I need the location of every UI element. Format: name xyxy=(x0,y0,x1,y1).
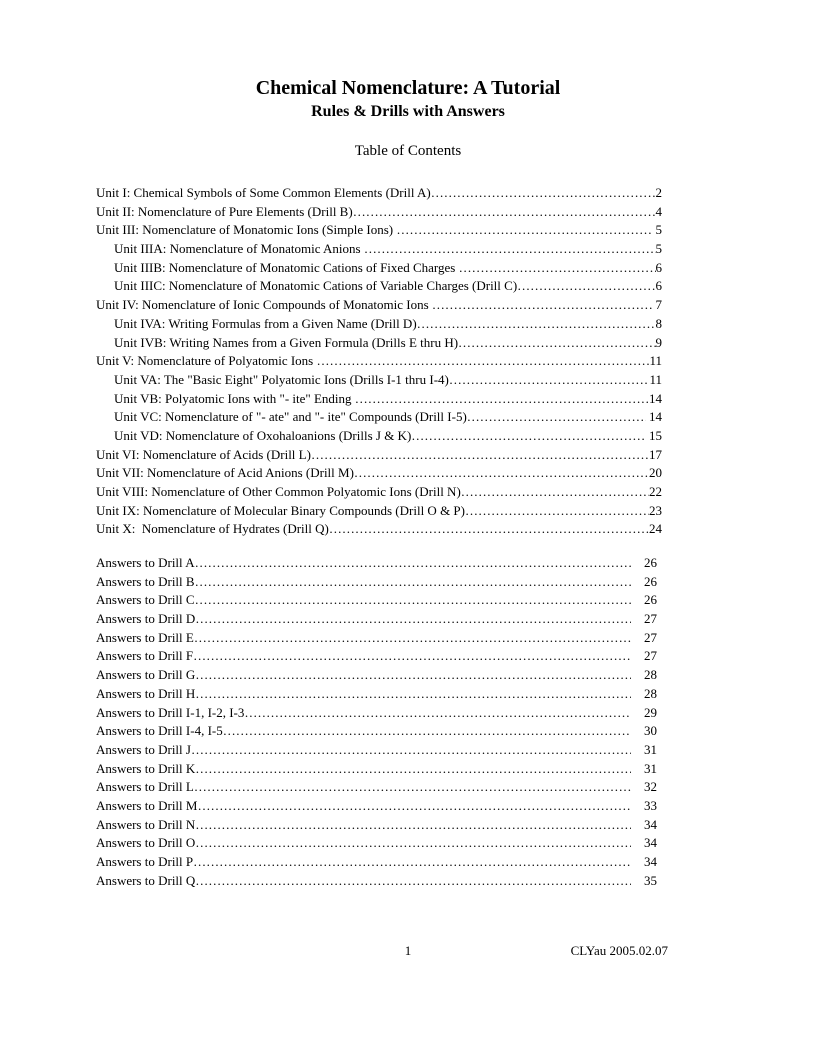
dot-leader xyxy=(195,573,631,592)
entry-page-number: 8 xyxy=(655,315,662,331)
dot-leader xyxy=(193,647,631,666)
entry-label: Answers to Drill F xyxy=(96,648,194,664)
entry-label: Answers to Drill N xyxy=(96,816,196,832)
entry-page-number: 15 xyxy=(645,427,662,443)
dot-leader xyxy=(197,797,631,816)
entry-label: Unit IIIB: Nomenclature of Monatomic Cations of Fixed Charges xyxy=(114,259,459,275)
entry-label: Answers to Drill D xyxy=(96,611,196,627)
entry-page-number: 28 xyxy=(644,667,657,683)
toc-entry xyxy=(96,502,662,521)
entry-page-number: 14 xyxy=(649,390,662,406)
toc-entry xyxy=(96,427,662,446)
dot-leader xyxy=(195,685,631,704)
entry-page-number: 34 xyxy=(644,854,657,869)
entry-page-number: 6 xyxy=(655,259,662,275)
dot-leader xyxy=(223,722,631,741)
answers-entry xyxy=(96,760,662,779)
entry-label: Unit IIIC: Nomenclature of Monatomic Cations of Variable Charges (Drill C) xyxy=(114,278,518,294)
answers-entry xyxy=(96,778,662,797)
dot-leader xyxy=(396,221,652,240)
entry-label: Unit VIII: Nomenclature of Other Common Polyatomic Ions (Drill N) xyxy=(96,484,461,499)
answers-entry xyxy=(96,816,662,835)
document-title: Chemical Nomenclature: A Tutorial xyxy=(255,77,561,99)
entry-page-number: 32 xyxy=(644,779,657,795)
toc-entry xyxy=(96,221,662,240)
entry-page-number: 26 xyxy=(644,555,657,570)
entry-page-number: 24 xyxy=(649,521,662,537)
answers-entry xyxy=(96,629,662,648)
entry-label: Unit VB: Polyatomic Ions with "- ite" Ending xyxy=(114,390,355,406)
dot-leader xyxy=(194,778,631,797)
dot-leader xyxy=(353,203,656,222)
entry-label: Unit VI: Nomenclature of Acids (Drill L) xyxy=(96,446,311,462)
entry-page-number: 26 xyxy=(644,592,657,608)
dot-leader xyxy=(195,816,631,835)
toc-entry xyxy=(96,259,662,278)
dot-leader xyxy=(195,760,631,779)
entry-label: Answers to Drill K xyxy=(96,760,196,776)
toc-entry xyxy=(96,352,662,371)
entry-label: Answers to Drill G xyxy=(96,667,196,683)
answers-entry xyxy=(96,685,662,704)
toc-entry xyxy=(96,446,662,465)
entry-label: Answers to Drill O xyxy=(96,835,196,851)
entry-page-number: 33 xyxy=(644,797,657,813)
dot-leader xyxy=(195,610,631,629)
toc-entry xyxy=(96,240,662,259)
answers-entry xyxy=(96,610,662,629)
document-subtitle: Rules & Drills with Answers xyxy=(311,103,505,120)
entry-label: Answers to Drill L xyxy=(96,779,194,795)
entry-label: Unit VC: Nomenclature of "- ate" and "- ite" Compounds (Drill I-5) xyxy=(114,409,467,425)
dot-leader xyxy=(364,240,656,259)
dot-leader xyxy=(449,371,650,390)
entry-page-number: 5 xyxy=(652,222,662,238)
entry-page-number: 27 xyxy=(644,611,657,627)
entry-label: Unit II: Nomenclature of Pure Elements (Drill B) xyxy=(96,203,353,219)
dot-leader xyxy=(355,390,649,409)
dot-leader xyxy=(195,666,631,685)
footer-page-number: 1 xyxy=(404,943,412,958)
entry-label: Answers to Drill J xyxy=(96,741,191,757)
entry-page-number: 20 xyxy=(649,465,662,481)
answers-entry xyxy=(96,591,662,610)
footer-credit: CLYau 2005.02.07 xyxy=(570,943,668,958)
dot-leader xyxy=(316,352,649,371)
dot-leader xyxy=(195,872,631,891)
dot-leader xyxy=(465,502,649,521)
answers-entry xyxy=(96,797,662,816)
entry-page-number: 5 xyxy=(655,241,662,257)
dot-leader xyxy=(193,853,631,872)
toc-entry xyxy=(96,408,662,427)
entry-page-number: 4 xyxy=(655,203,662,219)
toc-entry xyxy=(96,296,662,315)
entry-page-number: 6 xyxy=(655,278,662,294)
entry-page-number: 35 xyxy=(644,872,657,888)
dot-leader xyxy=(467,408,646,427)
answers-entry xyxy=(96,853,662,872)
answers-entry xyxy=(96,722,662,741)
entry-page-number: 14 xyxy=(645,409,662,425)
dot-leader xyxy=(195,834,631,853)
dot-leader xyxy=(461,483,649,502)
entry-page-number: 29 xyxy=(644,704,657,720)
dot-leader xyxy=(194,629,631,648)
answers-entry xyxy=(96,554,662,573)
entry-label: Answers to Drill A xyxy=(96,555,195,570)
dot-leader xyxy=(417,315,656,334)
dot-leader xyxy=(459,259,656,278)
dot-leader xyxy=(458,334,655,353)
answers-entry xyxy=(96,647,662,666)
dot-leader xyxy=(311,446,649,465)
entry-page-number: 17 xyxy=(649,446,662,462)
entry-page-number: 2 xyxy=(655,185,662,200)
answers-entry xyxy=(96,741,662,760)
entry-label: Answers to Drill E xyxy=(96,629,194,645)
entry-page-number: 34 xyxy=(644,835,657,851)
entry-page-number: 28 xyxy=(644,685,657,701)
entry-label: Unit IIIA: Nomenclature of Monatomic Anions xyxy=(114,241,364,257)
entry-label: Answers to Drill M xyxy=(96,797,198,813)
entry-label: Answers to Drill P xyxy=(96,854,194,869)
entry-page-number: 9 xyxy=(655,334,662,350)
entry-label: Unit VII: Nomenclature of Acid Anions (Drill M) xyxy=(96,465,354,481)
entry-label: Answers to Drill I-4, I-5 xyxy=(96,723,223,739)
dot-leader xyxy=(411,427,645,446)
toc-entry xyxy=(96,184,662,203)
toc-entry xyxy=(96,483,662,502)
toc-entry xyxy=(96,334,662,353)
answers-entry xyxy=(96,872,662,891)
answers-entry xyxy=(96,666,662,685)
dot-leader xyxy=(191,741,631,760)
entry-label: Unit I: Chemical Symbols of Some Common Elements (Drill A) xyxy=(96,185,431,200)
entry-page-number: 22 xyxy=(649,484,662,499)
dot-leader xyxy=(517,277,655,296)
dot-leader xyxy=(431,184,656,203)
title-block xyxy=(0,76,816,124)
entry-page-number: 11 xyxy=(649,353,662,369)
toc-answers-list xyxy=(96,554,662,890)
entry-page-number: 34 xyxy=(644,816,657,832)
entry-label: Unit IX: Nomenclature of Molecular Binary Compounds (Drill O & P) xyxy=(96,502,465,518)
entry-label: Unit VD: Nomenclature of Oxohaloanions (Drills J & K) xyxy=(114,427,412,443)
entry-page-number: 11 xyxy=(649,371,662,387)
toc-entry xyxy=(96,520,662,539)
entry-page-number: 27 xyxy=(644,648,657,664)
entry-label: Unit X: Nomenclature of Hydrates (Drill Q) xyxy=(96,521,329,537)
toc-entry xyxy=(96,315,662,334)
dot-leader xyxy=(354,464,649,483)
dot-leader xyxy=(329,520,649,539)
entry-page-number: 7 xyxy=(652,297,662,313)
toc-entry xyxy=(96,390,662,409)
entry-label: Answers to Drill I-1, I-2, I-3 xyxy=(96,704,245,720)
dot-leader xyxy=(432,296,652,315)
toc-entry xyxy=(96,203,662,222)
toc-entry xyxy=(96,277,662,296)
entry-label: Answers to Drill Q xyxy=(96,872,196,888)
answers-entry xyxy=(96,573,662,592)
entry-label: Unit V: Nomenclature of Polyatomic Ions xyxy=(96,353,317,369)
entry-page-number: 31 xyxy=(644,741,657,757)
answers-entry xyxy=(96,704,662,723)
dot-leader xyxy=(244,704,631,723)
dot-leader xyxy=(195,591,631,610)
entry-label: Unit IVA: Writing Formulas from a Given Name (Drill D) xyxy=(114,315,417,331)
answers-entry xyxy=(96,834,662,853)
entry-label: Unit IV: Nomenclature of Ionic Compounds of Monatomic Ions xyxy=(96,297,432,313)
entry-label: Answers to Drill C xyxy=(96,592,195,608)
toc-heading: Table of Contents xyxy=(354,143,462,159)
dot-leader xyxy=(195,554,631,573)
entry-label: Unit III: Nomenclature of Monatomic Ions (Simple Ions) xyxy=(96,222,397,238)
entry-label: Unit VA: The "Basic Eight" Polyatomic Ions (Drills I-1 thru I-4) xyxy=(114,371,449,387)
entry-label: Unit IVB: Writing Names from a Given Formula (Drills E thru H) xyxy=(114,334,459,350)
toc-entry xyxy=(96,371,662,390)
entry-page-number: 31 xyxy=(644,760,657,776)
entry-label: Answers to Drill H xyxy=(96,685,196,701)
toc-unit-list xyxy=(96,184,662,539)
entry-page-number: 26 xyxy=(644,573,657,589)
toc-entry xyxy=(96,464,662,483)
entry-page-number: 23 xyxy=(649,502,662,518)
entry-page-number: 27 xyxy=(644,629,657,645)
entry-label: Answers to Drill B xyxy=(96,573,195,589)
entry-page-number: 30 xyxy=(644,723,657,739)
